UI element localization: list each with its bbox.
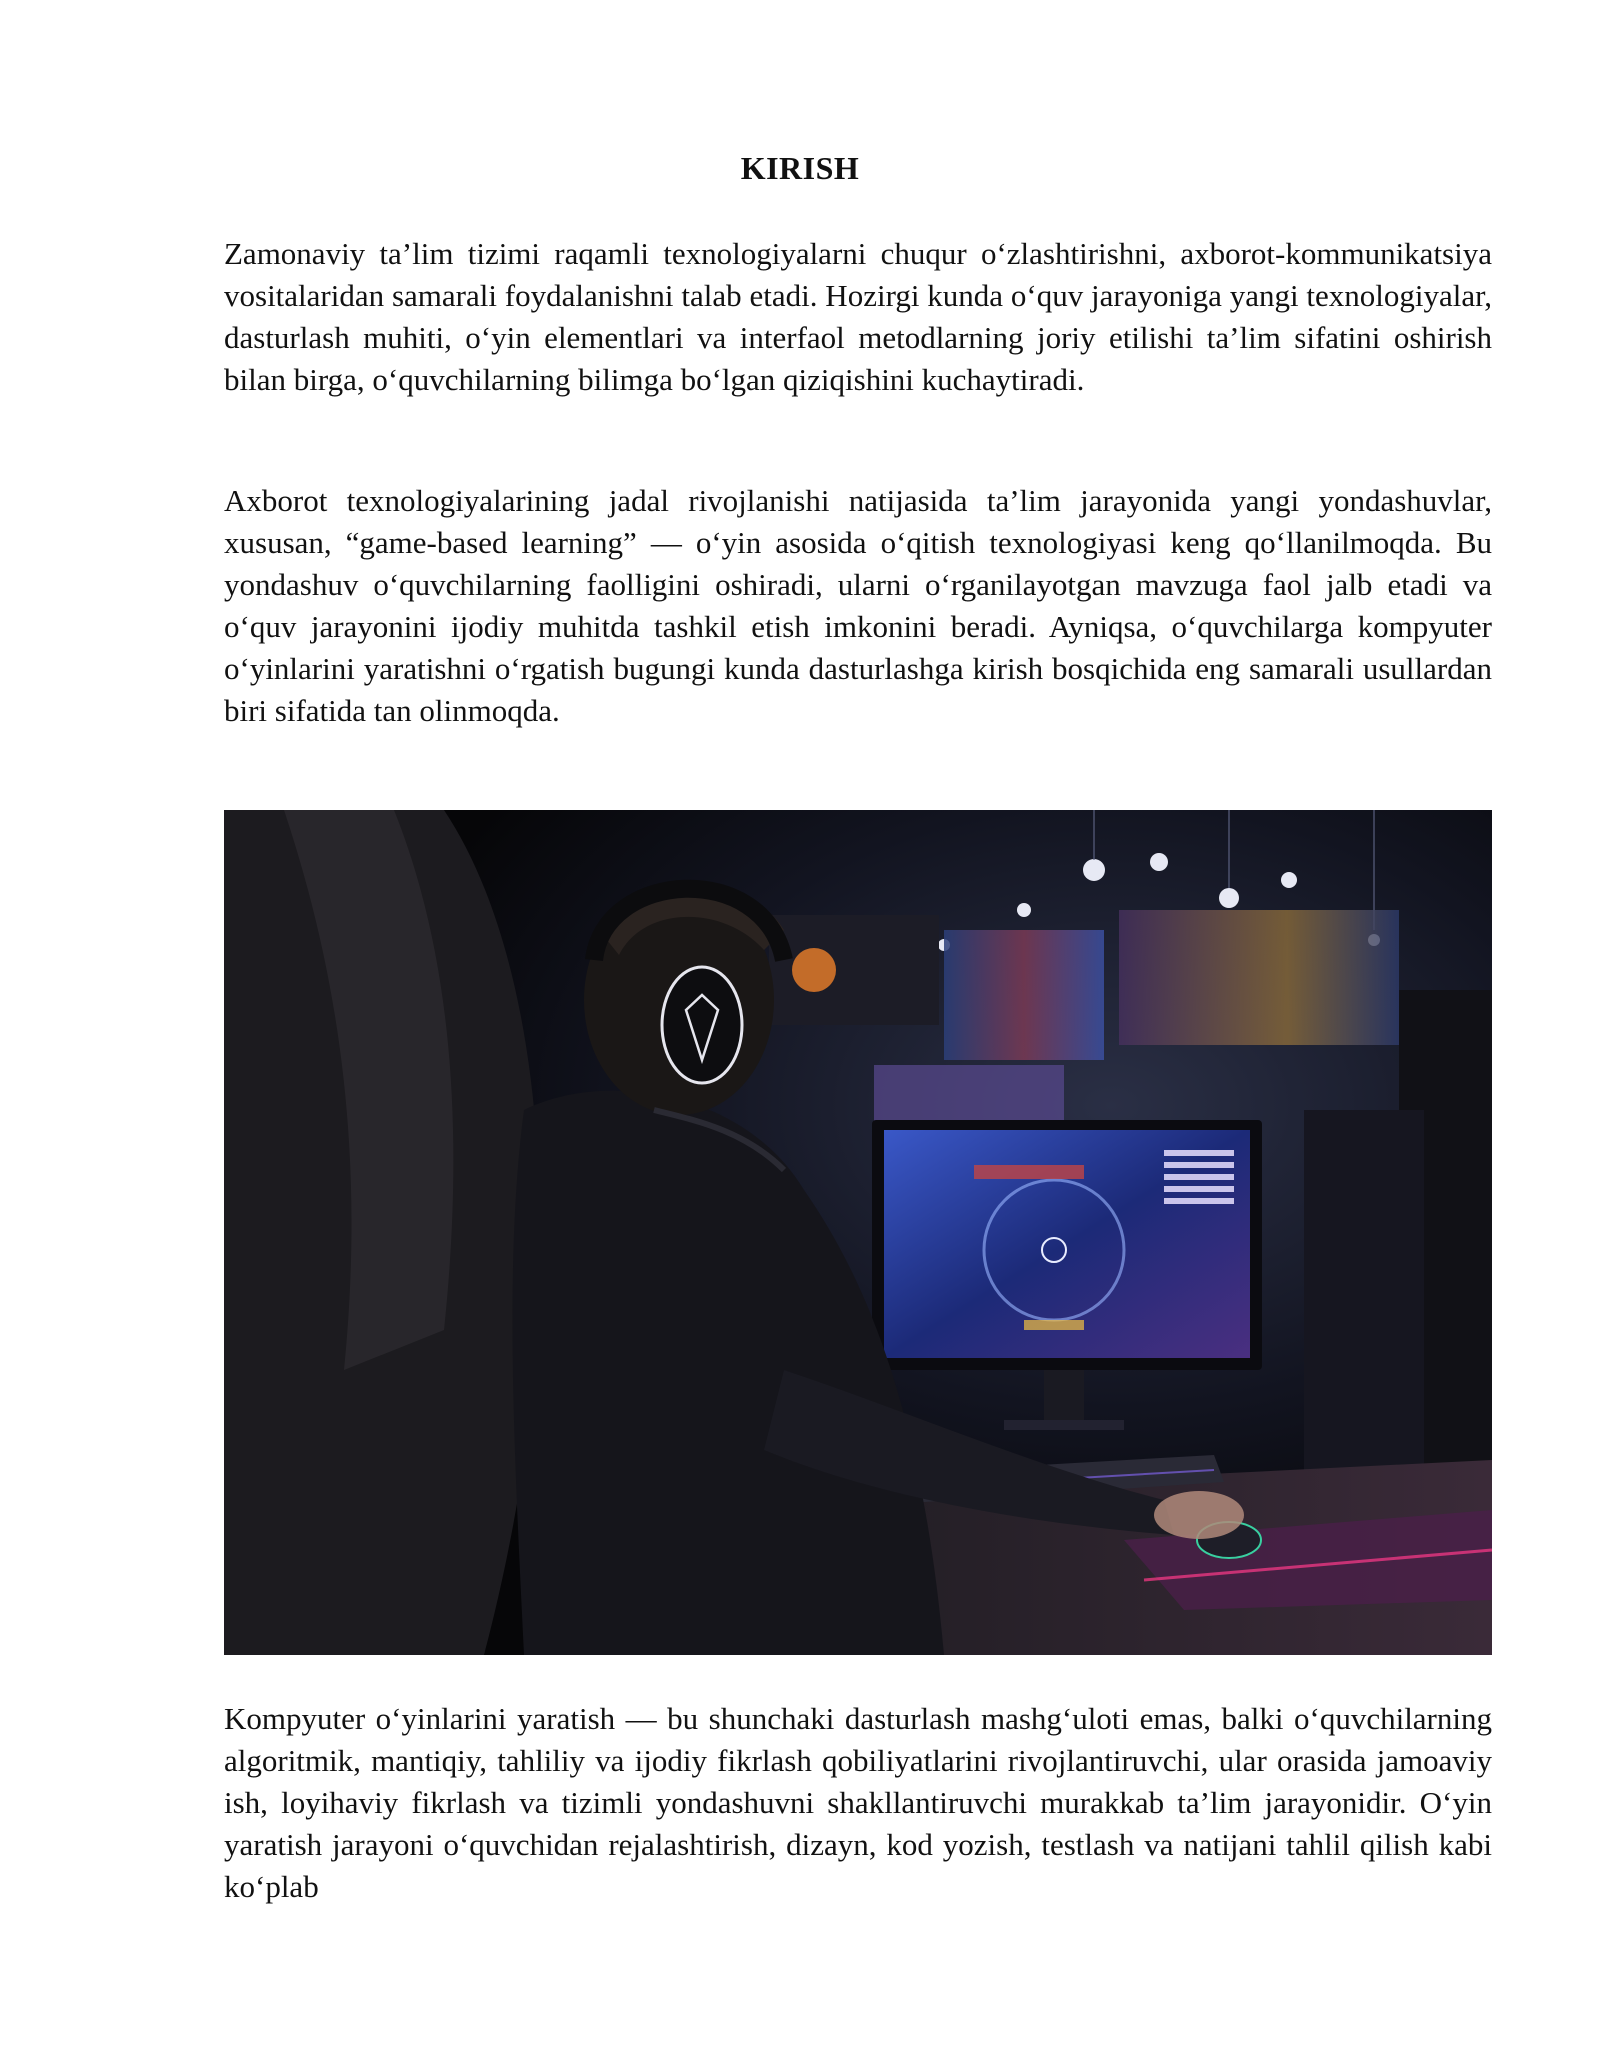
paragraph-game-creation: Kompyuter o‘yinlarini yaratish — bu shunchaki dasturlash mashg‘uloti emas, balki o‘quvchilarning algoritmik, mantiqiy, tahliliy va ijodiy fikrlash qobiliyatlarini rivojlantiruvchi, ular orasida jamoaviy ish, loyihaviy fikrlash va tizimli yondashuvni shakllantiruvchi murakkab ta’lim jarayonidir. O‘yin yaratish jarayoni o‘quvchidan rejalashtirish, dizayn, kod yozish, testlash va natijani tahlil qilish kabi ko‘plab <box>224 1701 1492 1904</box>
page-title: KIRISH <box>740 150 860 186</box>
gaming-photo <box>224 810 1492 1655</box>
paragraph-game-based-learning: Axborot texnologiyalarining jadal rivojlanishi natijasida ta’lim jarayonida yangi yondashuvlar, xususan, “game-based learning” — o‘yin asosida o‘qitish texnologiyasi keng qo‘llanilmoqda. Bu yondashuv o‘quvchilarning faolligini oshiradi, ularni o‘rganilayotgan mavzuga faol jalb etadi va o‘quv jarayonini ijodiy muhitda tashkil etish imkonini beradi. Ayniqsa, o‘quvchilarga kompyuter o‘yinlarini yaratishni o‘rgatish bugungi kunda dasturlashga kirish bosqichida eng samarali usullardan biri sifatida tan olinmoqda. <box>224 483 1492 728</box>
paragraph-intro: Zamonaviy ta’lim tizimi raqamli texnologiyalarni chuqur o‘zlashtirishni, axborot-kommunikatsiya vositalaridan samarali foydalanishni talab etadi. Hozirgi kunda o‘quv jarayoniga yangi texnologiyalar, dasturlash muhiti, o‘yin elementlari va interfaol metodlarning joriy etilishi ta’lim sifatini oshirish bilan birga, o‘quvchilarning bilimga bo‘lgan qiziqishini kuchaytiradi. <box>224 236 1492 397</box>
